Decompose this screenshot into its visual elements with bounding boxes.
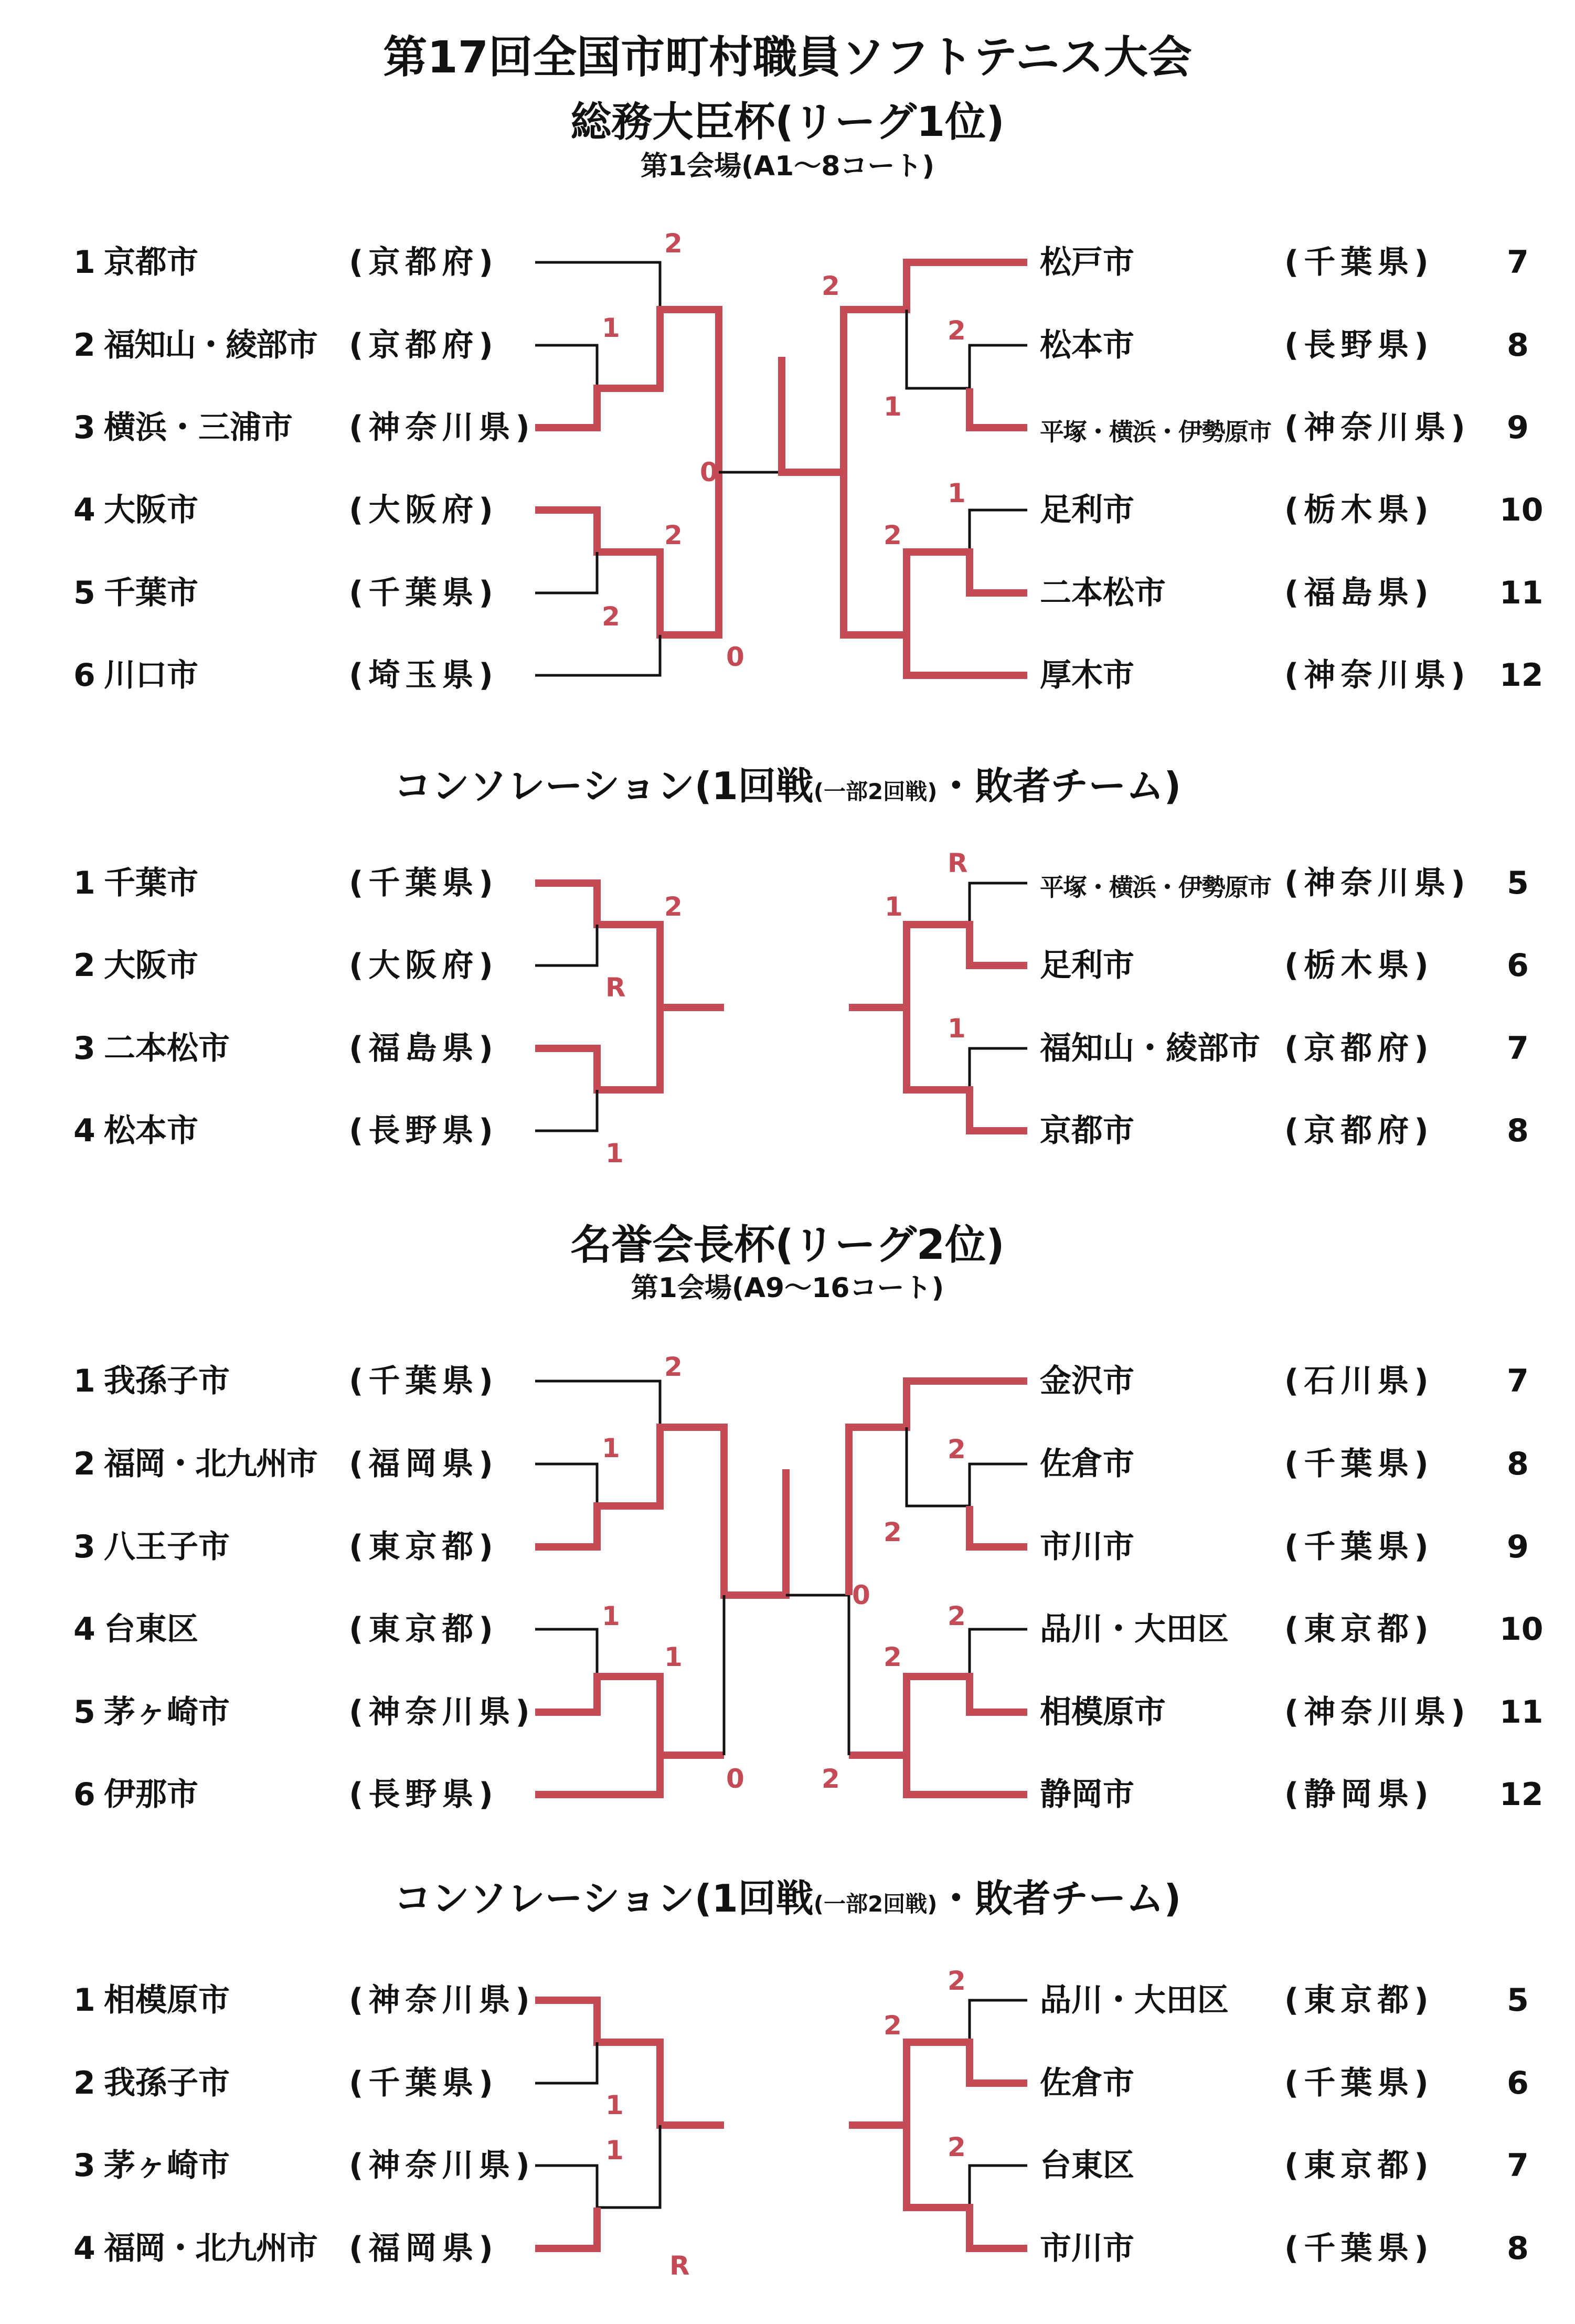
score-label: R bbox=[948, 848, 968, 878]
prefecture: (千葉県) bbox=[1284, 2230, 1434, 2267]
venue-2: 第1会場(A9～16コート) bbox=[631, 1272, 944, 1304]
bracket-line bbox=[970, 1629, 1027, 1676]
team-name: 福岡・北九州市 bbox=[104, 1446, 317, 1482]
prefecture: (千葉県) bbox=[349, 575, 498, 611]
winner-line bbox=[907, 552, 1027, 635]
team-name: 厚木市 bbox=[1040, 657, 1134, 694]
bracket-line bbox=[535, 2125, 660, 2208]
venue-1: 第1会場(A1～8コート) bbox=[640, 151, 935, 182]
score-label: 0 bbox=[726, 1764, 744, 1794]
team-name: 松本市 bbox=[1040, 327, 1134, 364]
team-name: 福知山・綾部市 bbox=[104, 327, 317, 364]
team-name: 松戸市 bbox=[1040, 244, 1134, 281]
seed-number: 7 bbox=[1507, 2147, 1529, 2184]
team-name: 茅ヶ崎市 bbox=[104, 1694, 230, 1731]
winner-line bbox=[970, 388, 1027, 428]
seed-number: 3 bbox=[73, 1529, 95, 1565]
seed-number: 5 bbox=[73, 575, 95, 611]
prefecture: (東京都) bbox=[1284, 2147, 1434, 2184]
team-name: 二本松市 bbox=[104, 1030, 230, 1067]
seed-number: 11 bbox=[1499, 1694, 1544, 1731]
score-label: 2 bbox=[602, 601, 620, 632]
prefecture: (長野県) bbox=[349, 1112, 498, 1149]
seed-number: 6 bbox=[1507, 947, 1529, 984]
winner-line bbox=[535, 2208, 597, 2248]
team-name: 品川・大田区 bbox=[1040, 1982, 1229, 2019]
seed-number: 1 bbox=[73, 244, 95, 281]
prefecture: (千葉県) bbox=[1284, 2065, 1434, 2102]
winner-line bbox=[907, 2125, 1027, 2248]
prefecture: (千葉県) bbox=[349, 2065, 498, 2102]
team-name: 静岡市 bbox=[1040, 1776, 1134, 1813]
score-label: 1 bbox=[605, 1138, 624, 1169]
bracket-line bbox=[535, 1464, 597, 1506]
team-name: 相模原市 bbox=[104, 1982, 230, 2019]
winner-line bbox=[535, 2000, 724, 2125]
prefecture: (福島県) bbox=[349, 1030, 498, 1067]
prefecture: (神奈川県) bbox=[349, 409, 535, 446]
seed-number: 2 bbox=[73, 327, 95, 364]
prefecture: (埼玉県) bbox=[349, 657, 498, 694]
seed-number: 4 bbox=[73, 492, 95, 528]
score-label: 1 bbox=[884, 391, 902, 422]
prefecture: (神奈川県) bbox=[1284, 1694, 1471, 1731]
score-label: 2 bbox=[664, 892, 683, 922]
winner-line bbox=[970, 1506, 1027, 1547]
score-label: 1 bbox=[948, 478, 966, 508]
score-label: 1 bbox=[602, 1601, 620, 1631]
seed-number: 5 bbox=[73, 1694, 95, 1731]
seed-number: 1 bbox=[73, 1363, 95, 1399]
score-label: 0 bbox=[700, 457, 718, 487]
bracket-line bbox=[535, 262, 660, 310]
bracket-line bbox=[970, 510, 1027, 552]
team-name: 八王子市 bbox=[104, 1529, 230, 1565]
score-label: 2 bbox=[884, 1517, 902, 1547]
seed-number: 8 bbox=[1507, 327, 1529, 364]
team-name: 福岡・北九州市 bbox=[104, 2230, 317, 2267]
team-name: 金沢市 bbox=[1040, 1363, 1134, 1399]
cup-title-2: 名誉会長杯(リーグ2位) bbox=[570, 1222, 1005, 1269]
seed-number: 4 bbox=[73, 1611, 95, 1648]
prefecture: (神奈川県) bbox=[1284, 865, 1471, 901]
seed-number: 12 bbox=[1499, 1776, 1544, 1813]
prefecture: (東京都) bbox=[349, 1611, 498, 1648]
cup-title-1: 総務大臣杯(リーグ1位) bbox=[570, 99, 1005, 146]
seed-number: 6 bbox=[1507, 2065, 1529, 2102]
seed-number: 4 bbox=[73, 1112, 95, 1149]
winner-line bbox=[844, 472, 1027, 675]
score-label: 2 bbox=[664, 228, 683, 259]
bracket-line bbox=[535, 1629, 597, 1676]
seed-number: 10 bbox=[1499, 492, 1544, 528]
prefecture: (神奈川県) bbox=[349, 1694, 535, 1731]
prefecture: (栃木県) bbox=[1284, 947, 1434, 984]
seed-number: 1 bbox=[73, 1982, 95, 2019]
prefecture: (神奈川県) bbox=[349, 2147, 535, 2184]
score-label: 2 bbox=[948, 1966, 966, 1996]
prefecture: (大阪府) bbox=[349, 492, 498, 528]
seed-number: 2 bbox=[73, 1446, 95, 1482]
score-label: 0 bbox=[852, 1580, 870, 1610]
prefecture: (長野県) bbox=[349, 1776, 498, 1813]
score-label: 2 bbox=[664, 1352, 683, 1382]
team-name: 京都市 bbox=[104, 244, 198, 281]
prefecture: (千葉県) bbox=[1284, 1529, 1434, 1565]
seed-number: 2 bbox=[73, 2065, 95, 2102]
score-label: 2 bbox=[884, 1642, 902, 1672]
seed-number: 6 bbox=[73, 657, 95, 694]
seed-number: 3 bbox=[73, 409, 95, 446]
prefecture: (大阪府) bbox=[349, 947, 498, 984]
seed-number: 8 bbox=[1507, 1112, 1529, 1149]
bracket-line bbox=[535, 1381, 660, 1427]
seed-number: 11 bbox=[1499, 575, 1544, 611]
consolation-title-2: コンソレーション(1回戦(一部2回戦)・敗者チーム) bbox=[393, 1876, 1182, 1920]
winner-line bbox=[907, 1007, 1027, 1131]
team-name: 平塚・横浜・伊勢原市 bbox=[1040, 418, 1271, 446]
team-name: 大阪市 bbox=[104, 492, 198, 528]
winner-line bbox=[849, 2042, 1027, 2125]
score-label: 1 bbox=[602, 1433, 620, 1463]
prefecture: (神奈川県) bbox=[1284, 657, 1471, 694]
seed-number: 4 bbox=[73, 2230, 95, 2267]
prefecture: (神奈川県) bbox=[1284, 409, 1471, 446]
winner-line bbox=[907, 1676, 1027, 1755]
prefecture: (神奈川県) bbox=[349, 1982, 535, 2019]
team-name: 我孫子市 bbox=[104, 2065, 230, 2102]
bracket-line bbox=[970, 2166, 1027, 2208]
score-label: 2 bbox=[884, 2010, 902, 2041]
team-name: 川口市 bbox=[104, 657, 198, 694]
team-name: 横浜・三浦市 bbox=[104, 409, 293, 446]
team-name: 大阪市 bbox=[104, 947, 198, 984]
seed-number: 2 bbox=[73, 947, 95, 984]
prefecture: (福岡県) bbox=[349, 2230, 498, 2267]
team-name: 市川市 bbox=[1040, 2230, 1134, 2267]
winner-line bbox=[535, 310, 719, 472]
score-label: 1 bbox=[602, 313, 620, 343]
seed-number: 3 bbox=[73, 1030, 95, 1067]
seed-number: 10 bbox=[1499, 1611, 1544, 1648]
score-label: 2 bbox=[884, 520, 902, 550]
team-name: 福知山・綾部市 bbox=[1040, 1030, 1260, 1067]
score-label: 2 bbox=[664, 520, 683, 550]
prefecture: (京都府) bbox=[1284, 1112, 1434, 1149]
prefecture: (千葉県) bbox=[349, 1363, 498, 1399]
main-title: 第17回全国市町村職員ソフトテニス大会 bbox=[383, 31, 1192, 83]
seed-number: 1 bbox=[73, 865, 95, 901]
prefecture: (静岡県) bbox=[1284, 1776, 1434, 1813]
prefecture: (栃木県) bbox=[1284, 492, 1434, 528]
seed-number: 7 bbox=[1507, 244, 1529, 281]
team-name: 平塚・横浜・伊勢原市 bbox=[1040, 873, 1271, 901]
seed-number: 9 bbox=[1507, 409, 1529, 446]
team-name: 京都市 bbox=[1040, 1112, 1134, 1149]
seed-number: 6 bbox=[73, 1776, 95, 1813]
team-name: 足利市 bbox=[1040, 492, 1134, 528]
prefecture: (京都府) bbox=[1284, 1030, 1434, 1067]
bracket-line bbox=[907, 310, 1027, 388]
bracket-line bbox=[970, 2000, 1027, 2042]
team-name: 足利市 bbox=[1040, 947, 1134, 984]
score-label: 1 bbox=[948, 1013, 966, 1044]
score-label: 2 bbox=[948, 315, 966, 346]
team-name: 茅ヶ崎市 bbox=[104, 2147, 230, 2184]
winner-line bbox=[849, 925, 1027, 1007]
seed-number: 9 bbox=[1507, 1529, 1529, 1565]
score-label: 1 bbox=[885, 892, 903, 922]
score-label: 2 bbox=[822, 1764, 840, 1794]
winner-line bbox=[535, 1676, 660, 1755]
seed-number: 12 bbox=[1499, 657, 1544, 694]
prefecture: (千葉県) bbox=[1284, 244, 1434, 281]
seed-number: 5 bbox=[1507, 1982, 1529, 2019]
prefecture: (福岡県) bbox=[349, 1446, 498, 1482]
prefecture: (福島県) bbox=[1284, 575, 1434, 611]
seed-number: 8 bbox=[1507, 2230, 1529, 2267]
seed-number: 3 bbox=[73, 2147, 95, 2184]
winner-line bbox=[535, 1427, 786, 1595]
score-label: 1 bbox=[605, 2090, 624, 2120]
winner-line bbox=[535, 472, 719, 635]
team-name: 品川・大田区 bbox=[1040, 1611, 1229, 1648]
bracket-line bbox=[535, 2042, 597, 2083]
score-label: 2 bbox=[948, 2132, 966, 2162]
seed-number: 7 bbox=[1507, 1363, 1529, 1399]
score-label: 2 bbox=[948, 1601, 966, 1631]
score-label: 1 bbox=[605, 2135, 624, 2166]
team-name: 千葉市 bbox=[104, 865, 198, 901]
winner-line bbox=[535, 1755, 724, 1795]
score-label: 1 bbox=[664, 1642, 683, 1672]
prefecture: (京都府) bbox=[349, 244, 498, 281]
prefecture: (東京都) bbox=[1284, 1982, 1434, 2019]
team-name: 千葉市 bbox=[104, 575, 198, 611]
consolation-title-1: コンソレーション(1回戦(一部2回戦)・敗者チーム) bbox=[393, 764, 1182, 808]
seed-number: 5 bbox=[1507, 865, 1529, 901]
team-name: 伊那市 bbox=[104, 1776, 198, 1813]
team-name: 台東区 bbox=[1040, 2147, 1134, 2184]
score-label: R bbox=[605, 972, 626, 1003]
prefecture: (京都府) bbox=[349, 327, 498, 364]
seed-number: 8 bbox=[1507, 1446, 1529, 1482]
winner-line bbox=[535, 883, 724, 1007]
prefecture: (千葉県) bbox=[1284, 1446, 1434, 1482]
team-name: 台東区 bbox=[104, 1611, 198, 1648]
team-name: 相模原市 bbox=[1040, 1694, 1166, 1731]
prefecture: (東京都) bbox=[349, 1529, 498, 1565]
prefecture: (石川県) bbox=[1284, 1363, 1434, 1399]
winner-line bbox=[849, 1755, 1027, 1795]
bracket-line bbox=[535, 1090, 597, 1131]
score-label: 0 bbox=[726, 642, 744, 672]
prefecture: (東京都) bbox=[1284, 1611, 1434, 1648]
bracket-line bbox=[535, 925, 597, 965]
seed-number: 7 bbox=[1507, 1030, 1529, 1067]
team-name: 市川市 bbox=[1040, 1529, 1134, 1565]
team-name: 我孫子市 bbox=[104, 1363, 230, 1399]
team-name: 松本市 bbox=[104, 1112, 198, 1149]
prefecture: (長野県) bbox=[1284, 327, 1434, 364]
winner-line bbox=[849, 1381, 1027, 1595]
bracket-line bbox=[970, 883, 1027, 925]
bracket-line bbox=[535, 552, 597, 593]
score-label: 2 bbox=[948, 1434, 966, 1465]
winner-line bbox=[782, 357, 844, 472]
prefecture: (千葉県) bbox=[349, 865, 498, 901]
team-name: 佐倉市 bbox=[1040, 2065, 1134, 2102]
bracket-line bbox=[907, 1427, 1027, 1506]
winner-line bbox=[535, 1007, 660, 1090]
score-label: 2 bbox=[822, 271, 840, 301]
bracket-line bbox=[970, 1048, 1027, 1090]
team-name: 佐倉市 bbox=[1040, 1446, 1134, 1482]
winner-line bbox=[844, 262, 1027, 472]
score-label: R bbox=[669, 2251, 690, 2281]
bracket-line bbox=[535, 345, 597, 388]
bracket-line bbox=[535, 635, 660, 675]
team-name: 二本松市 bbox=[1040, 575, 1166, 611]
